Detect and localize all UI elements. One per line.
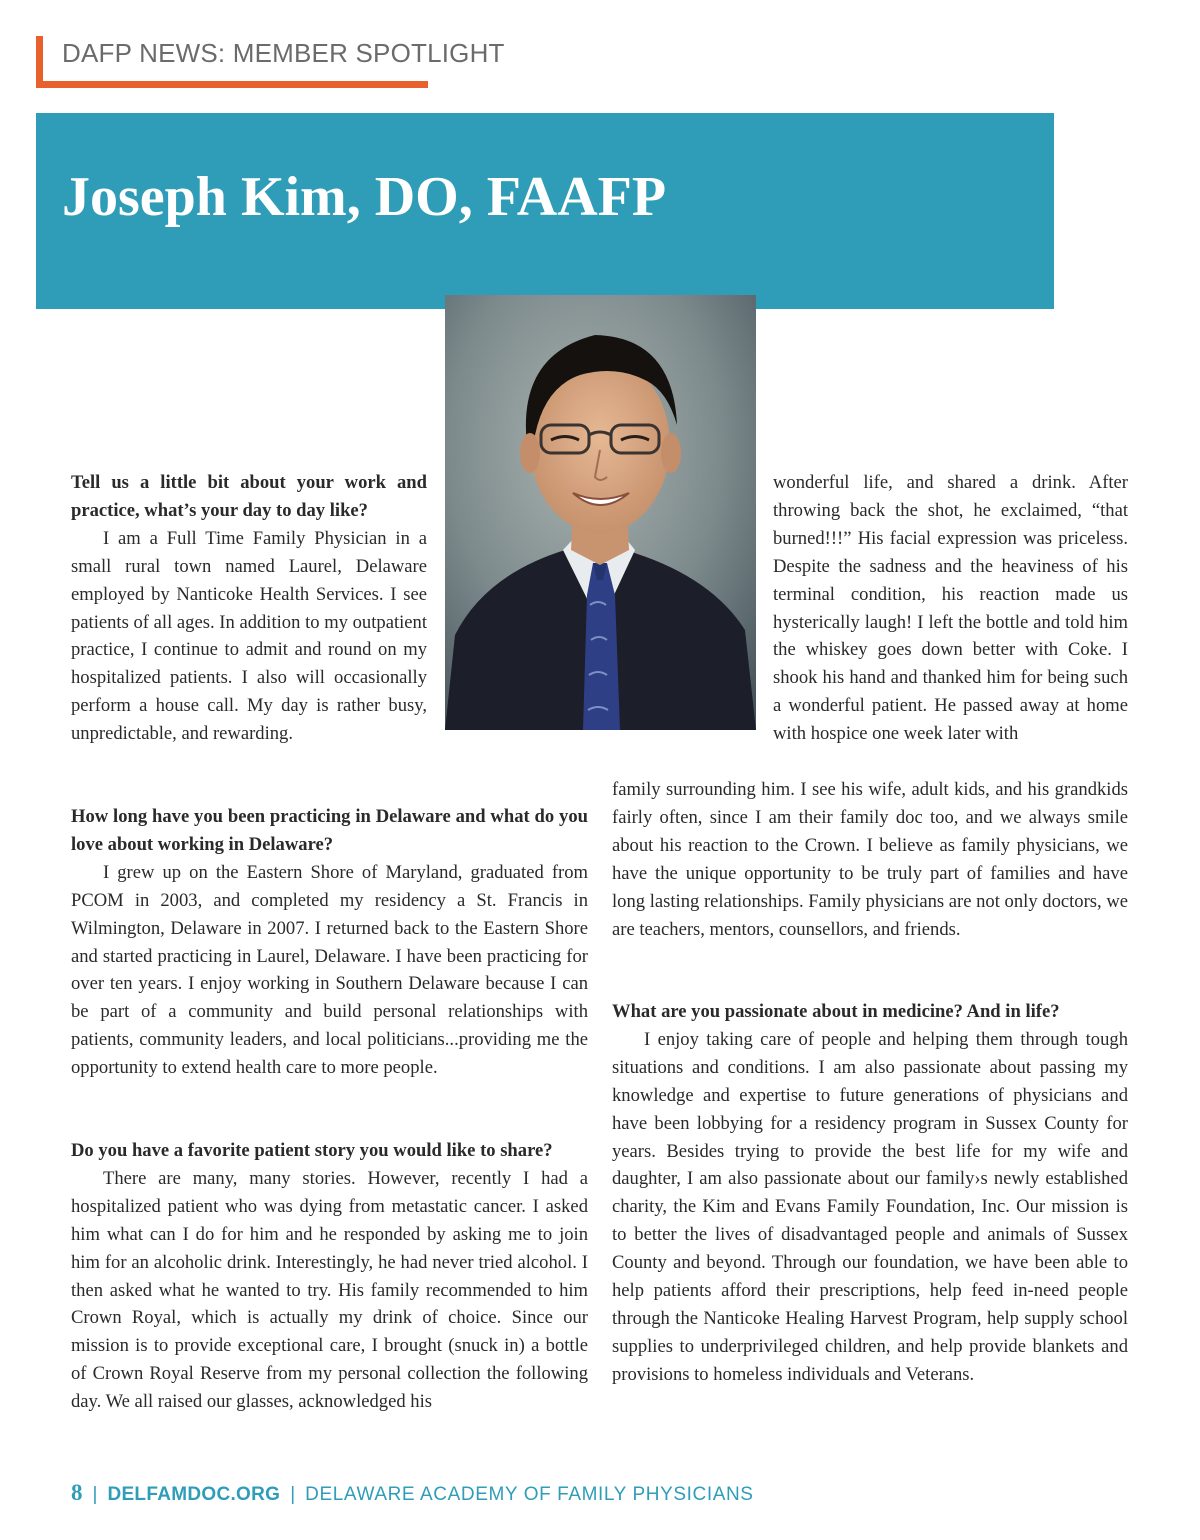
answer-paragraph: There are many, many stories. However, recently I had a hospitalized patient who was dying from metastatic cancer. I asked him what can I do for him and he responded by asking me to join him for an alcoholic drink. Interestingly, he had never tried alcohol. I then asked what he wanted to try. His family recommended to him Crown Royal, which is actually my drink of choice. Since our mission is to provide exceptional care, I brought (snuck in) a bottle of Crown Royal Reserve from my personal collection the following day. We all raised our glasses, acknowledged his (71, 1167, 588, 1413)
answer-paragraph: I grew up on the Eastern Shore of Maryland, graduated from PCOM in 2003, and completed my residency a St. Francis in Wilmington, Delaware in 2007. I returned back to the Eastern Shore and started practicing in Laurel, Delaware. I have been practicing for over ten years. I enjoy working in Southern Delaware because I can be part of a community and build personal relationships with patients, community leaders, and local politicians...providing me the opportunity to extend health care to more people. (71, 861, 588, 1079)
footer-separator: | (290, 1484, 296, 1505)
answer-continued-2: family surrounding him. I see his wife, adult kids, and his grandkids fairly often, since I am their family doc too, and we always smile about his reaction to the Crown. I believe as family physicians, we have the unique opportunity to be truly part of families and have long lasting relationships. Family physicians are not only doctors, we are teachers, mentors, counsellors, and friends. (612, 779, 1128, 940)
qa-block-delaware (71, 803, 588, 1082)
section-label: DAFP NEWS: MEMBER SPOTLIGHT (62, 38, 505, 68)
question-heading: What are you passionate about in medicine? And in life? (612, 1001, 1060, 1022)
question-heading: Tell us a little bit about your work and practice, what’s your day to day like? (71, 472, 427, 521)
page-number: 8 (71, 1480, 83, 1505)
organization-name: DELAWARE ACADEMY OF FAMILY PHYSICIANS (305, 1484, 754, 1505)
qa-block-patient-story (71, 1137, 588, 1416)
question-heading: How long have you been practicing in Delaware and what do you love about working in Delaware? (71, 806, 588, 855)
website-link[interactable]: DELFAMDOC.ORG (107, 1484, 281, 1505)
headshot-photo (445, 295, 756, 730)
page-title: Joseph Kim, DO, FAAFP (62, 166, 667, 228)
qa-block-work (71, 469, 427, 748)
title-banner (36, 113, 1054, 309)
page-footer (71, 1480, 754, 1506)
header-underline (36, 81, 428, 88)
answer-paragraph: I enjoy taking care of people and helping them through tough situations and conditions. I am also passionate about passing my knowledge and expertise to future generations of physicians and have been lobbying for a residency program in Sussex County for years. Besides trying to provide the best life for my wife and daughter, I am also passionate about our family›s newly established charity, the Kim and Evans Family Foundation, Inc. Our mission is to better the lives of disadvantaged people and animals of Sussex County and beyond. Through our foundation, we have been able to help patients afford their prescriptions, help feed in-need people through the Nanticoke Healing Harvest Program, help supply school supplies to underprivileged children, and help provide blankets and provisions to homeless individuals and Veterans. (612, 1028, 1128, 1385)
footer-separator: | (92, 1484, 98, 1505)
answer-continued-1: wonderful life, and shared a drink. After throwing back the shot, he exclaimed, “that burned!!!” His facial expression was priceless. Despite the sadness and the heaviness of his terminal condition, his reaction made us hysterically laugh! I left the bottle and told him the whiskey goes down better with Coke. I shook his hand and thanked him for being such a wonderful patient. He passed away at home with hospice one week later with (773, 472, 1128, 745)
question-heading: Do you have a favorite patient story you would like to share? (71, 1140, 553, 1161)
qa-block-passion (612, 998, 1128, 1389)
answer-paragraph: I am a Full Time Family Physician in a small rural town named Laurel, Delaware employed by Nanticoke Health Services. I see patients of all ages. In addition to my outpatient practice, I continue to admit and round on my hospitalized patients. I also will occasionally perform a house call. My day is rather busy, unpredictable, and rewarding. (71, 527, 427, 745)
